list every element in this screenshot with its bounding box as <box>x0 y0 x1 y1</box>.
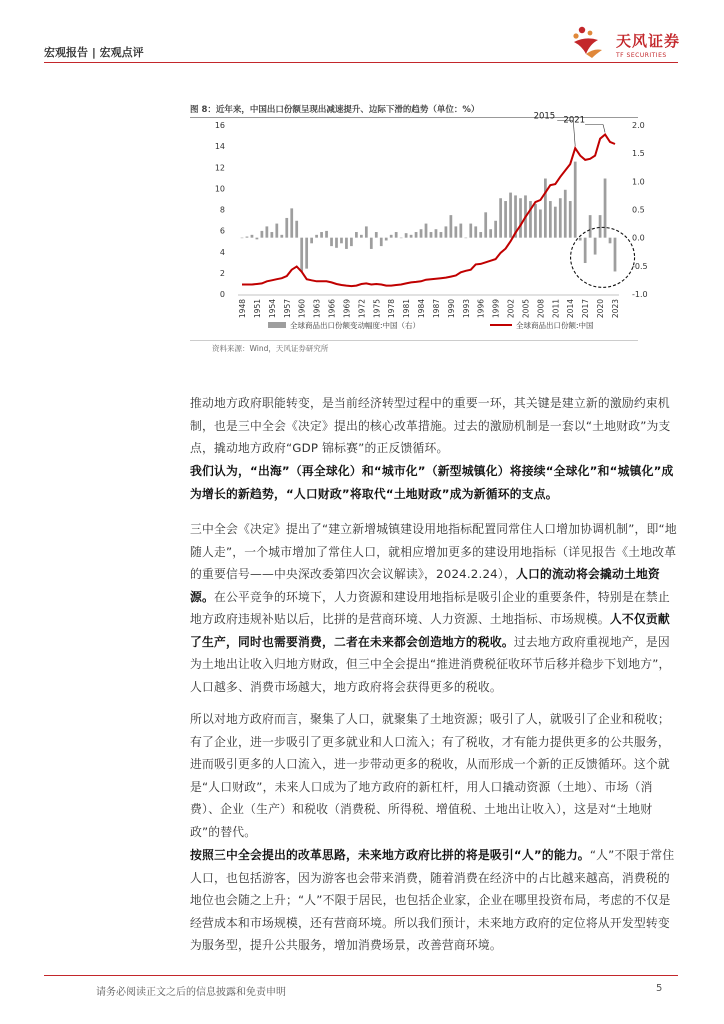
bar-mark <box>405 233 408 238</box>
y-left-tick-label: 16 <box>214 121 225 130</box>
paragraph-segment: 推动地方政府职能转变，是当前经济转型过程中的重要一环，其关键是建立新的激励约束机制，也是三中全会《决定》提出的核心改革措施。过去的激励机制是一套以“土地财政”为支点，撬动地方政府“GDP 锦标赛”的正反馈循环。 <box>190 396 671 455</box>
bar-mark <box>285 218 288 238</box>
x-tick-label: 1987 <box>431 299 441 319</box>
source-divider <box>190 340 638 341</box>
bar-mark <box>489 229 492 237</box>
bar-mark <box>375 232 378 238</box>
highlight-circle <box>571 227 635 287</box>
x-tick-label: 2020 <box>596 299 606 319</box>
bar-mark <box>310 238 313 244</box>
x-tick-label: 1981 <box>402 299 412 319</box>
bar-mark <box>251 235 254 238</box>
report-section-label: 宏观报告 | 宏观点评 <box>44 46 144 59</box>
x-tick-label: 1969 <box>342 299 352 319</box>
bar-mark <box>474 226 477 237</box>
x-tick-label: 1954 <box>267 299 277 319</box>
paragraph-segment: 三中全会《决定》提出了“建立新增城镇建设用地指标配置同常住人口增加协调机制”，即“地随人走”，一个城市增加了常住人口，就相应增加更多的建设用地指标（详见报告《土地改革的重要信号——中央深改委第四次会议解读》，2024.2.24）， <box>190 522 677 581</box>
bar-mark <box>609 238 612 244</box>
bar-mark <box>340 238 343 244</box>
y-left-tick-label: 4 <box>219 247 225 257</box>
bar-mark <box>290 208 293 237</box>
legend-line-label: 全球商品出口份额:中国 <box>516 321 594 330</box>
bar-mark <box>355 232 358 238</box>
paragraph-segment: 在公平竞争的环境下，人力资源和建设用地指标是吸引企业的重要条件，特别是在禁止地方政府违规补贴以后，比拼的是营商环境、人力资源、土地指标、市场规模。 <box>190 589 670 626</box>
x-tick-label: 2023 <box>611 299 620 319</box>
paragraph-segment: 按照三中全会提出的改革思路，未来地方政府比拼的将是吸引“人”的能力。 <box>190 848 590 862</box>
bar-mark <box>564 190 567 238</box>
bar-mark <box>350 238 353 246</box>
bar-mark <box>385 238 388 241</box>
bar-mark <box>494 221 497 238</box>
bar-mark <box>370 238 373 249</box>
bar-mark <box>519 198 522 237</box>
bar-mark <box>256 238 259 240</box>
bar-mark <box>569 201 572 238</box>
bar-mark <box>464 238 467 239</box>
y-left-tick-label: 10 <box>214 184 225 194</box>
footer-divider <box>44 975 678 976</box>
x-tick-label: 2011 <box>551 299 561 319</box>
bar-mark <box>594 238 597 255</box>
paragraph-5 <box>190 844 680 957</box>
bar-mark <box>430 232 433 238</box>
bar-mark <box>440 232 443 238</box>
x-tick-label: 1990 <box>446 299 456 319</box>
x-tick-label: 1951 <box>252 299 262 319</box>
bar-mark <box>325 231 328 238</box>
x-tick-label: 1975 <box>372 299 382 319</box>
footer-disclaimer: 请务必阅读正文之后的信息披露和免责申明 <box>96 987 286 998</box>
logo-mark-icon <box>573 27 602 58</box>
x-tick-label: 1996 <box>476 299 486 319</box>
figure-title: 图 8：近年来，中国出口份额呈现出减速提升、边际下滑的趋势（单位：%） <box>190 105 480 115</box>
bar-mark <box>504 201 507 238</box>
bar-mark <box>445 226 448 237</box>
y-right-tick-label: 0.0 <box>632 233 645 243</box>
bar-mark <box>599 215 602 238</box>
paragraph-segment: 所以对地方政府而言，聚集了人口，就聚集了土地资源；吸引了人，就吸引了企业和税收；有了企业，进一步吸引了更多就业和人口流入；有了税收，才有能力提供更多的公共服务，进而吸引更多的人口流入，进一步带动更多的税收，从而形成一个新的正反馈循环。这个就是“人口财政”，未来人口成为了地方政府的新杠杆，用人口撬动资源（土地）、市场（消费）、企业（生产）和税收（消费税、所得税、增值税、土地出让收入），这是对“土地财政”的替代。 <box>190 712 670 839</box>
bar-mark <box>300 238 303 272</box>
x-tick-label: 1957 <box>282 299 292 319</box>
bar-mark <box>410 235 413 238</box>
bar-mark <box>509 193 512 238</box>
bar-mark <box>604 179 607 238</box>
x-tick-label: 2008 <box>536 299 546 319</box>
annotation-line <box>603 125 605 133</box>
bar-mark <box>345 238 348 249</box>
x-tick-label: 2017 <box>581 299 591 319</box>
logo-chinese-text: 天风证券 <box>616 32 681 50</box>
bar-mark <box>539 210 542 238</box>
y-right-tick-label: 2.0 <box>632 121 645 130</box>
bar-mark <box>315 235 318 238</box>
bar-mark <box>241 238 244 239</box>
paragraph-1 <box>190 392 680 460</box>
x-tick-label: 1984 <box>417 299 427 319</box>
bar-mark <box>400 238 403 239</box>
y-left-tick-label: 8 <box>219 205 225 215</box>
x-tick-label: 2002 <box>506 299 516 319</box>
y-right-tick-label: 0.5 <box>632 205 645 215</box>
paragraph-3 <box>190 518 680 698</box>
bar-mark <box>544 179 547 238</box>
bar-mark <box>484 212 487 237</box>
bar-mark <box>554 207 557 238</box>
bar-mark <box>330 238 333 246</box>
x-tick-label: 2005 <box>521 299 531 319</box>
bar-mark <box>584 238 587 263</box>
y-left-tick-label: 12 <box>214 163 225 173</box>
annotation-label: 2015 <box>533 111 556 122</box>
bar-mark <box>579 238 582 241</box>
y-left-tick-label: 6 <box>219 226 225 236</box>
bar-mark <box>549 201 552 238</box>
bar-mark <box>395 232 398 238</box>
x-tick-label: 1960 <box>297 299 307 319</box>
logo-english-text: TF SECURITIES <box>616 52 667 59</box>
paragraph-segment: 人口的流动将会撬动土地资源。 <box>190 567 660 604</box>
paragraph-segment: “人”不限于常住人口，也包括游客，因为游客也会带来消费，随着消费在经济中的占比越来越高，消费税的地位也会随之上升；“人”不限于居民，也包括企业家，企业在哪里投资布局，考虑的不仅是经营成本和市场规模，还有营商环境。所以我们预计，未来地方政府的定位将从开发型转变为服务型，提升公共服务，增加消费场景，改善营商环境。 <box>190 848 675 952</box>
y-right-tick-label: -0.5 <box>632 261 648 271</box>
y-left-tick-label: 2 <box>219 268 225 278</box>
paragraph-2 <box>190 460 680 505</box>
bar-mark <box>246 237 249 238</box>
paragraph-4 <box>190 708 680 843</box>
bar-mark <box>275 224 278 238</box>
bar-mark <box>534 204 537 238</box>
legend-bar-label: 全球商品出口份额变动幅度:中国（右） <box>290 321 421 330</box>
bar-mark <box>499 198 502 237</box>
bar-mark <box>559 198 562 237</box>
x-tick-label: 1999 <box>491 299 501 319</box>
x-tick-label: 1963 <box>312 299 322 319</box>
page-number: 5 <box>656 983 663 994</box>
bar-mark <box>280 235 283 238</box>
y-left-tick-label: 14 <box>214 142 225 152</box>
annotation-label: 2021 <box>563 115 586 126</box>
y-left-tick-label: 0 <box>219 290 225 299</box>
y-right-tick-label: -1.0 <box>632 290 648 299</box>
bar-mark <box>380 238 383 246</box>
x-tick-label: 1978 <box>387 299 397 319</box>
bar-mark <box>450 215 453 238</box>
bar-mark <box>459 224 462 238</box>
bar-mark <box>435 229 438 237</box>
bar-mark <box>320 232 323 238</box>
export-share-chart <box>190 111 650 330</box>
figure-source: 资料来源：Wind，天风证券研究所 <box>212 344 329 353</box>
bar-mark <box>454 226 457 237</box>
bar-mark <box>589 215 592 238</box>
bar-mark <box>614 238 617 272</box>
y-right-tick-label: 1.5 <box>632 149 645 159</box>
bar-mark <box>390 235 393 238</box>
bar-mark <box>479 232 482 238</box>
bar-mark <box>270 232 273 238</box>
paragraph-segment: 过去地方政府重视地产，是因为土地出让收入归地方财政，但三中全会提出“推进消费税征收环节后移并稳步下划地方”，人口越多、消费市场越大，地方政府将会获得更多的税收。 <box>190 634 671 694</box>
bar-mark <box>305 238 308 269</box>
bar-mark <box>415 232 418 238</box>
x-tick-label: 1966 <box>327 299 337 319</box>
bar-mark <box>261 231 264 238</box>
bar-mark <box>360 235 363 238</box>
x-tick-label: 1972 <box>357 299 367 319</box>
x-tick-label: 2014 <box>566 299 576 319</box>
bar-mark <box>425 224 428 238</box>
paragraph-segment: 人不仅贡献了生产，同时也需要消费，二者在未来都会创造地方的税收。 <box>190 612 670 649</box>
bar-mark <box>469 224 472 238</box>
bar-mark <box>295 221 298 238</box>
bar-mark <box>574 162 577 238</box>
bar-mark <box>265 226 268 237</box>
header-divider <box>44 62 678 63</box>
bar-mark <box>420 229 423 237</box>
bar-mark <box>365 226 368 237</box>
paragraph-segment: 我们认为，“出海”（再全球化）和“城市化”（新型城镇化）将接续“全球化”和“城镇化”成为增长的新趋势，“人口财政”将取代“土地财政”成为新循环的支点。 <box>190 464 674 501</box>
x-tick-label: 1948 <box>238 299 247 319</box>
x-tick-label: 1993 <box>461 299 471 319</box>
y-right-tick-label: 1.0 <box>632 177 645 187</box>
bar-mark <box>335 238 338 248</box>
legend-bar-swatch <box>268 322 286 328</box>
